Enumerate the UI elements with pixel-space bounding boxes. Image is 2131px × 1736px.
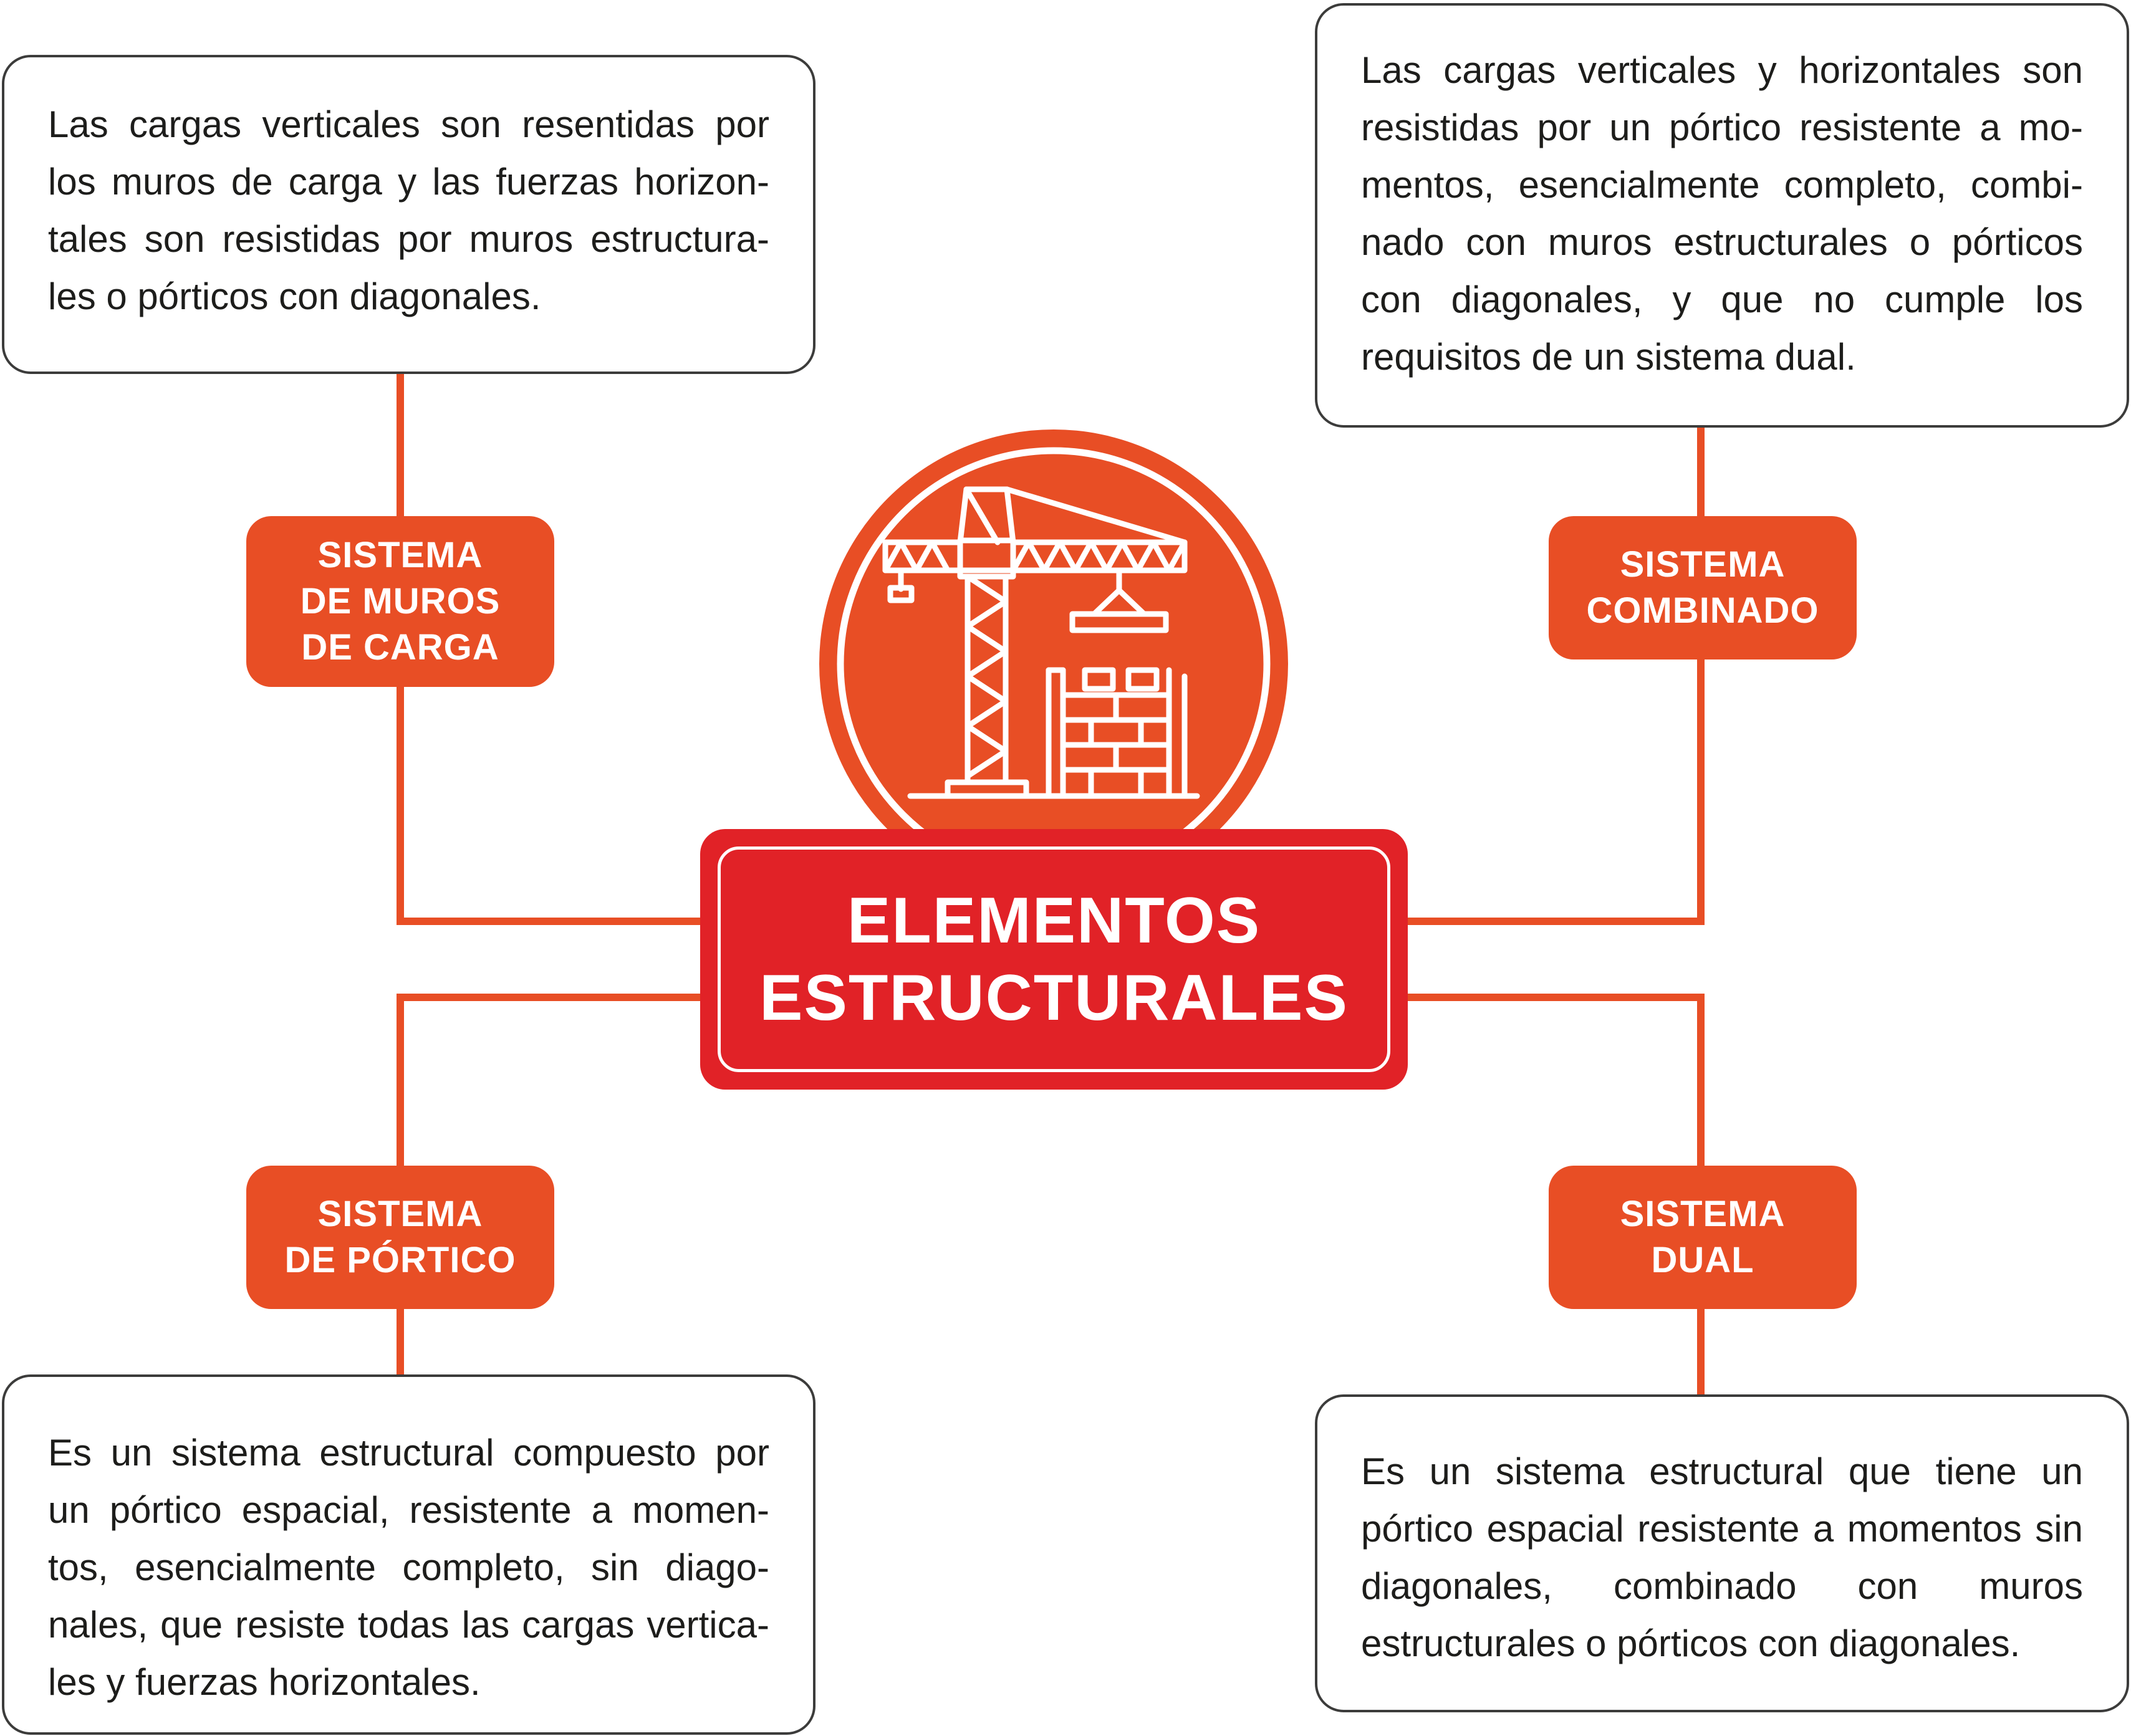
system-label-dual bbox=[1549, 1166, 1857, 1309]
system-label-text: SISTEMA COMBINADO bbox=[1586, 544, 1819, 631]
system-label-combinado bbox=[1549, 516, 1857, 659]
description-box-combinado bbox=[1315, 3, 2129, 428]
system-label-text: SISTEMA DE PÓRTICO bbox=[284, 1194, 516, 1280]
description-box-portico bbox=[2, 1374, 815, 1735]
description-box-muros-de-carga bbox=[2, 55, 815, 374]
connector-combinado bbox=[1408, 428, 1701, 921]
description-text-dual: Es un sistema estructural que tiene un pórtico espacial resistente a momentos sin diagonales, combinado con muros estructurales o pórticos con diagonales. bbox=[1361, 1451, 2083, 1664]
description-text-portico: Es un sistema estructural compuesto por un pórtico espacial, resistente a momentos, esencialmente completo, sin diagonales, que resiste todas las cargas verticales y fuerzas horizontales. bbox=[48, 1432, 769, 1703]
center-title-box bbox=[700, 829, 1408, 1090]
system-label-text: SISTEMA DUAL bbox=[1620, 1194, 1786, 1280]
system-label-muros-de-carga bbox=[246, 516, 554, 687]
system-label-text: SISTEMA DE MUROS DE CARGA bbox=[300, 535, 501, 668]
description-box-dual bbox=[1315, 1394, 2129, 1712]
crane-construction-icon bbox=[817, 427, 1291, 838]
center-title-frame bbox=[718, 846, 1390, 1072]
system-label-portico bbox=[246, 1166, 554, 1309]
description-text-muros-de-carga: Las cargas verticales son resentidas por los muros de carga y las fuerzas horizontales son resistidas por muros estructurales o pórticos con diagonales. bbox=[48, 103, 769, 317]
description-text-combinado: Las cargas verticales y horizontales son resistidas por un pórtico resistente a momentos, esencialmente completo, combinado con muros estructurales o pórticos con diagonales, y que no cumple los requisitos de un sistema dual. bbox=[1361, 49, 2083, 378]
center-title: ELEMENTOS ESTRUCTURALES bbox=[759, 885, 1349, 1034]
